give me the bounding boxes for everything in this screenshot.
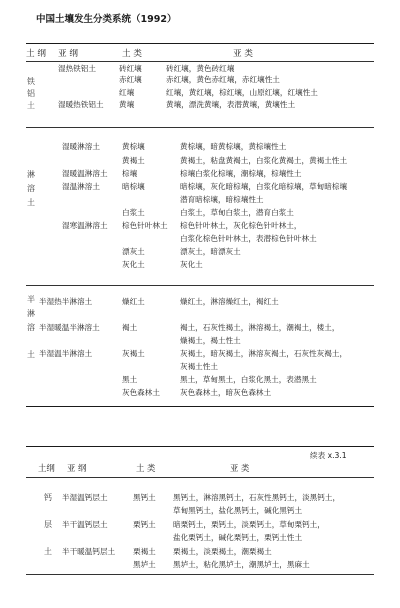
suborder-cell: 半干暖温钙层土 bbox=[62, 547, 116, 556]
table1-top-rule bbox=[26, 43, 374, 44]
page-title: 中国土壤发生分类系统（1992） bbox=[36, 14, 177, 25]
subgroup-cell: 褐土，石灰性褐土，淋溶褐土，潮褐土，楼土， bbox=[180, 323, 340, 332]
group-cell: 黑土 bbox=[122, 375, 138, 384]
subgroup-cell: 赤红壤，黄色赤红壤，赤红壤性土 bbox=[166, 75, 280, 84]
order-char: 淋 bbox=[27, 309, 35, 318]
group-cell: 黄棕壤 bbox=[122, 142, 145, 151]
subgroup-cell: 棕色针叶林土，灰化棕色针叶林土， bbox=[180, 221, 302, 230]
subgroup-cell: 盐化栗钙土，碱化栗钙土，栗钙土性土 bbox=[173, 533, 303, 542]
table1-header-order: 土 纲 bbox=[26, 49, 46, 59]
table2-header-subgroup: 亚 类 bbox=[230, 463, 250, 473]
subgroup-cell: 砖红壤，黄色砖红壤 bbox=[166, 64, 235, 73]
group-cell: 灰色森林土 bbox=[122, 388, 160, 397]
subgroup-cell: 白浆土，草甸白浆土，潜育白浆土 bbox=[180, 208, 294, 217]
subgroup-cell: 黄棕壤，暗黄棕壤，黄棕壤性土 bbox=[180, 142, 287, 151]
group-cell: 黑钙土 bbox=[133, 493, 156, 502]
subgroup-cell: 灰褐土，暗灰褐土，淋溶灰褐土，石灰性灰褐土， bbox=[180, 349, 348, 358]
group-cell: 黄壤 bbox=[119, 100, 135, 109]
group-cell: 灰化土 bbox=[122, 260, 145, 269]
suborder-cell: 湿暖淋溶土 bbox=[62, 142, 100, 151]
group-cell: 漂灰土 bbox=[122, 247, 145, 256]
table2-bottom-rule bbox=[26, 574, 374, 575]
continued-label: 续表 x.3.1 bbox=[310, 451, 347, 460]
table2-header-order: 土纲 bbox=[38, 463, 55, 473]
suborder-cell: 半湿温钙层土 bbox=[62, 493, 108, 502]
group-cell: 暗棕壤 bbox=[122, 182, 145, 191]
subgroup-cell: 暗栗钙土，栗钙土，淡栗钙土，草甸栗钙土， bbox=[173, 520, 325, 529]
section-divider bbox=[26, 285, 374, 286]
subgroup-cell: 黑垆土，粘化黑垆土，潮黑垆土，黑麻土 bbox=[173, 560, 310, 569]
table2-header-suborder: 亚 纲 bbox=[67, 463, 87, 473]
group-cell: 红壤 bbox=[119, 88, 135, 97]
group-cell: 赤红壤 bbox=[119, 75, 142, 84]
section-divider bbox=[26, 127, 374, 128]
order-char: 铁 bbox=[27, 77, 35, 86]
subgroup-cell: 草甸黑钙土，盐化黑钙土，碱化黑钙土 bbox=[173, 506, 303, 515]
suborder-cell: 半湿热半淋溶土 bbox=[39, 297, 93, 306]
order-char: 溶 bbox=[27, 184, 35, 193]
group-cell: 棕壤 bbox=[122, 169, 138, 178]
order-char: 钙 bbox=[44, 493, 52, 502]
group-cell: 白浆土 bbox=[122, 208, 145, 217]
subgroup-cell: 栗褐土，淡栗褐土，潮栗褐土 bbox=[173, 547, 272, 556]
subgroup-cell: 暗棕壤，灰化暗棕壤，白浆化暗棕壤，草甸暗棕壤 bbox=[180, 182, 348, 191]
order-char: 土 bbox=[27, 198, 35, 207]
group-cell: 燥红土 bbox=[122, 297, 145, 306]
subgroup-cell: 灰褐土性土 bbox=[180, 362, 218, 371]
order-char: 淋 bbox=[27, 170, 35, 179]
suborder-cell: 半湿温半淋溶土 bbox=[39, 349, 93, 358]
suborder-cell: 半干温钙层土 bbox=[62, 520, 108, 529]
table1-header-rule bbox=[26, 61, 374, 62]
subgroup-cell: 黑钙土，淋溶黑钙土，石灰性黑钙土，淡黑钙土， bbox=[173, 493, 341, 502]
table1-header-suborder: 亚 纲 bbox=[58, 49, 78, 59]
table1-header-group: 土 类 bbox=[122, 49, 142, 59]
table1-bottom-rule bbox=[26, 406, 374, 407]
table2-header-group: 土 类 bbox=[136, 463, 156, 473]
order-char: 半 bbox=[27, 295, 35, 304]
group-cell: 砖红壤 bbox=[119, 64, 142, 73]
order-char: 土 bbox=[44, 547, 52, 556]
order-char: 土 bbox=[27, 350, 35, 359]
suborder-cell: 半湿暖温半淋溶土 bbox=[39, 323, 100, 332]
table1-header-subgroup: 亚 类 bbox=[233, 49, 253, 59]
subgroup-cell: 灰色森林土，暗灰色森林土 bbox=[180, 388, 272, 397]
subgroup-cell: 白浆化棕色针叶林土，表潜棕色针叶林土 bbox=[180, 234, 317, 243]
subgroup-cell: 黄褐土，粘盘黄褐土，白浆化黄褐土，黄褐土性土 bbox=[180, 156, 348, 165]
order-char: 铝 bbox=[27, 89, 35, 98]
group-cell: 褐土 bbox=[122, 323, 138, 332]
subgroup-cell: 红壤，黄红壤，棕红壤，山原红壤，红壤性土 bbox=[166, 88, 318, 97]
subgroup-cell: 黑土，草甸黑土，白浆化黑土，表潜黑土 bbox=[180, 375, 317, 384]
group-cell: 黄褐土 bbox=[122, 156, 145, 165]
subgroup-cell: 黄壤，漂洗黄壤，表潜黄壤，黄壤性土 bbox=[166, 100, 296, 109]
subgroup-cell: 漂灰土，暗漂灰土 bbox=[180, 247, 241, 256]
subgroup-cell: 灰化土 bbox=[180, 260, 203, 269]
group-cell: 栗褐土 bbox=[133, 547, 156, 556]
order-char: 溶 bbox=[27, 323, 35, 332]
suborder-cell: 湿暖温淋溶土 bbox=[62, 169, 108, 178]
table2-top-rule bbox=[26, 446, 374, 447]
order-char: 层 bbox=[44, 520, 52, 529]
subgroup-cell: 燥褐土，褐土性土 bbox=[180, 336, 241, 345]
group-cell: 黑垆土 bbox=[133, 560, 156, 569]
subgroup-cell: 棕壤白浆化棕壤，潮棕壤，棕壤性土 bbox=[180, 169, 302, 178]
subgroup-cell: 潜育暗棕壤，暗棕壤性土 bbox=[180, 195, 264, 204]
subgroup-cell: 燥红土，淋溶燥红土，褐红土 bbox=[180, 297, 279, 306]
suborder-cell: 湿寒温淋溶土 bbox=[62, 221, 108, 230]
table2-header-rule bbox=[26, 477, 374, 478]
suborder-cell: 湿暖热铁铝土 bbox=[58, 100, 104, 109]
suborder-cell: 湿热铁铝土 bbox=[58, 64, 96, 73]
suborder-cell: 湿温淋溶土 bbox=[62, 182, 100, 191]
group-cell: 棕色针叶林土 bbox=[122, 221, 168, 230]
group-cell: 栗钙土 bbox=[133, 520, 156, 529]
group-cell: 灰褐土 bbox=[122, 349, 145, 358]
order-char: 土 bbox=[27, 101, 35, 110]
